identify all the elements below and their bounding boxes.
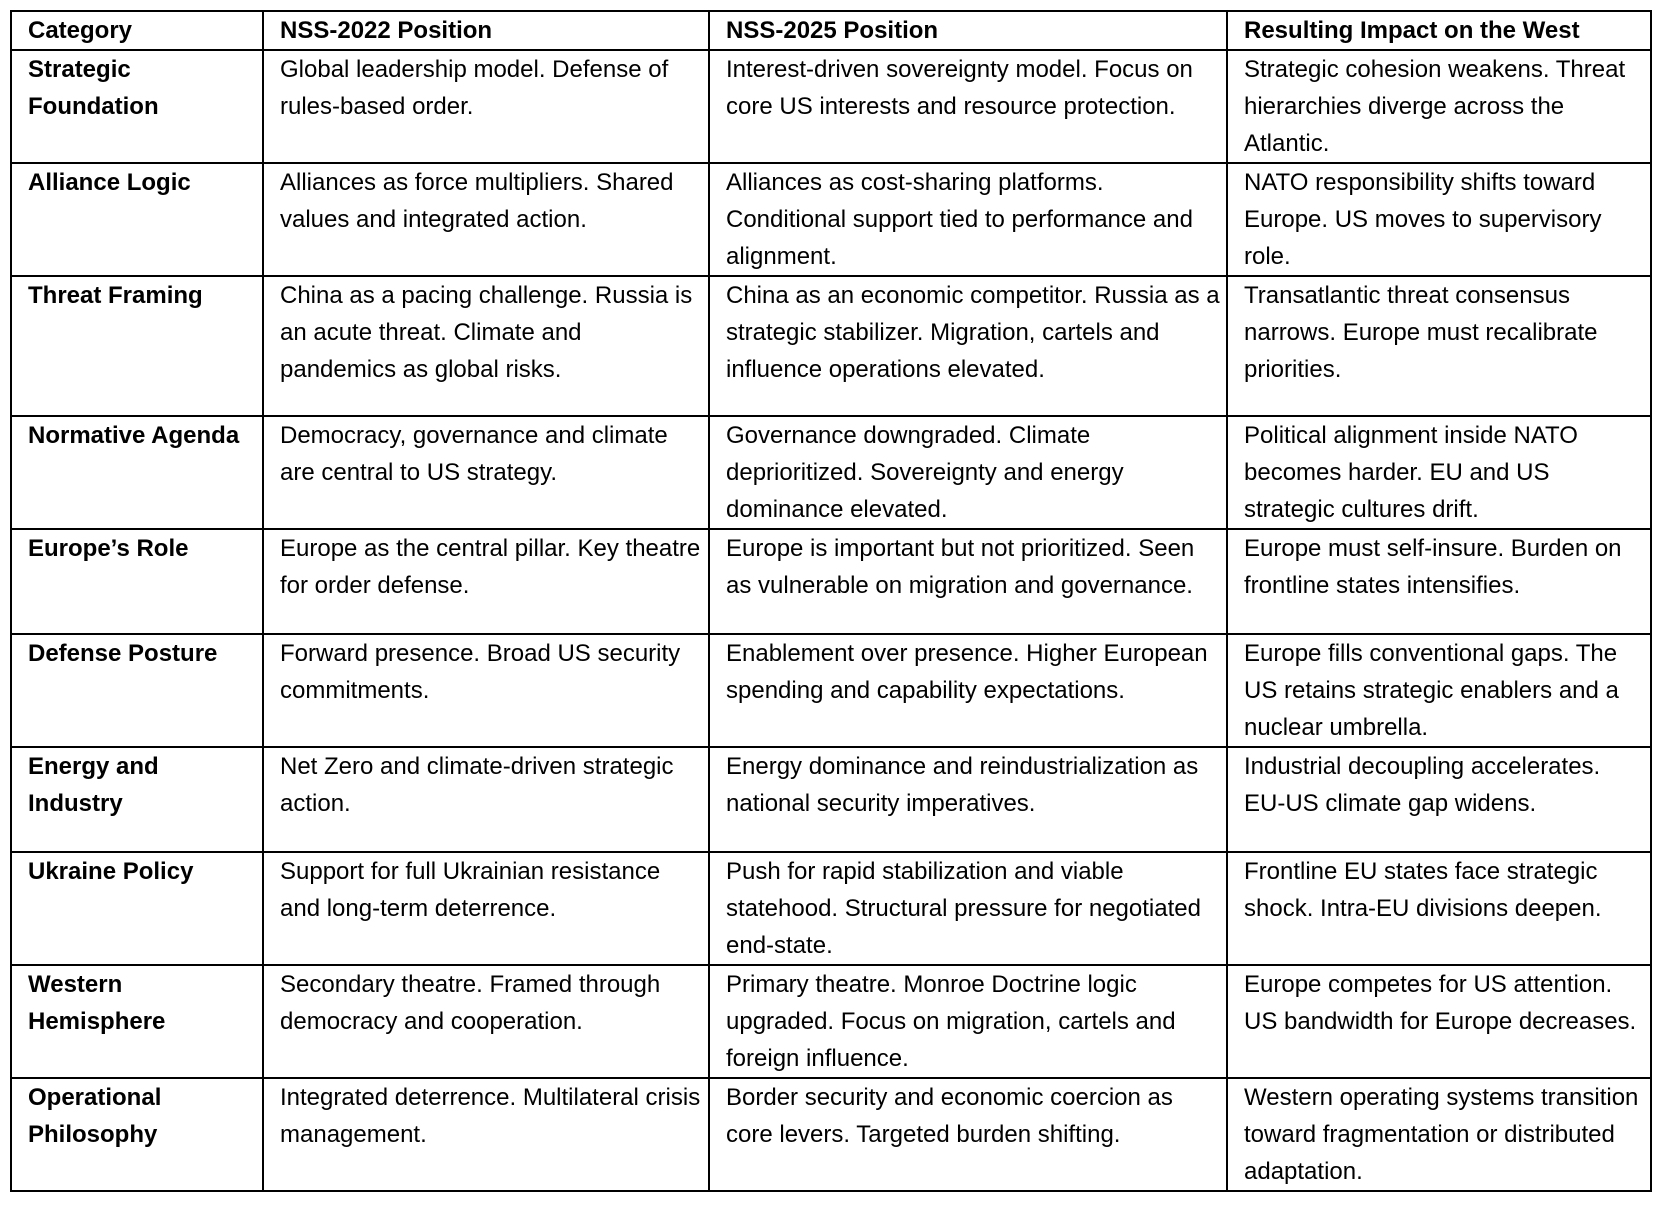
- nss-2022-cell: Global leadership model. Defense of rules-based order.: [263, 50, 709, 163]
- category-cell: Threat Framing: [11, 276, 263, 416]
- nss-2025-cell: Border security and economic coercion as core levers. Targeted burden shifting.: [709, 1078, 1227, 1191]
- nss-2022-cell: Europe as the central pillar. Key theatre for order defense.: [263, 529, 709, 634]
- header-nss-2025: NSS-2025 Position: [709, 11, 1227, 50]
- header-row: [11, 11, 1651, 50]
- impact-cell: Frontline EU states face strategic shock. Intra-EU divisions deepen.: [1227, 852, 1651, 965]
- header-impact: Resulting Impact on the West: [1227, 11, 1651, 50]
- nss-2022-cell: Net Zero and climate-driven strategic action.: [263, 747, 709, 852]
- table-row: [11, 634, 1651, 747]
- category-cell: Alliance Logic: [11, 163, 263, 276]
- table-row: [11, 852, 1651, 965]
- impact-cell: Europe fills conventional gaps. The US retains strategic enablers and a nuclear umbrella.: [1227, 634, 1651, 747]
- table-row: [11, 1078, 1651, 1191]
- table-row: [11, 529, 1651, 634]
- nss-2022-cell: Support for full Ukrainian resistance and long-term deterrence.: [263, 852, 709, 965]
- nss-2025-cell: Energy dominance and reindustrialization as national security imperatives.: [709, 747, 1227, 852]
- nss-2025-cell: Europe is important but not prioritized. Seen as vulnerable on migration and governance.: [709, 529, 1227, 634]
- table-row: [11, 276, 1651, 416]
- table-row: [11, 965, 1651, 1078]
- impact-cell: Industrial decoupling accelerates. EU-US climate gap widens.: [1227, 747, 1651, 852]
- impact-cell: Western operating systems transition toward fragmentation or distributed adaptation.: [1227, 1078, 1651, 1191]
- nss-2022-cell: Democracy, governance and climate are central to US strategy.: [263, 416, 709, 529]
- category-cell: Western Hemisphere: [11, 965, 263, 1078]
- table-row: [11, 747, 1651, 852]
- table-row: [11, 50, 1651, 163]
- nss-2022-cell: Secondary theatre. Framed through democracy and cooperation.: [263, 965, 709, 1078]
- impact-cell: Transatlantic threat consensus narrows. Europe must recalibrate priorities.: [1227, 276, 1651, 416]
- comparison-table: [10, 10, 1652, 1192]
- header-category: Category: [11, 11, 263, 50]
- nss-2025-cell: Enablement over presence. Higher European spending and capability expectations.: [709, 634, 1227, 747]
- table-row: [11, 163, 1651, 276]
- category-cell: Operational Philosophy: [11, 1078, 263, 1191]
- category-cell: Normative Agenda: [11, 416, 263, 529]
- impact-cell: Europe competes for US attention. US bandwidth for Europe decreases.: [1227, 965, 1651, 1078]
- nss-2022-cell: Forward presence. Broad US security commitments.: [263, 634, 709, 747]
- nss-2025-cell: China as an economic competitor. Russia as a strategic stabilizer. Migration, cartels and influence operations elevated.: [709, 276, 1227, 416]
- table-row: [11, 416, 1651, 529]
- impact-cell: NATO responsibility shifts toward Europe. US moves to supervisory role.: [1227, 163, 1651, 276]
- header-nss-2022: NSS-2022 Position: [263, 11, 709, 50]
- category-cell: Europe’s Role: [11, 529, 263, 634]
- category-cell: Strategic Foundation: [11, 50, 263, 163]
- nss-2025-cell: Push for rapid stabilization and viable statehood. Structural pressure for negotiated end-state.: [709, 852, 1227, 965]
- nss-2022-cell: China as a pacing challenge. Russia is an acute threat. Climate and pandemics as global risks.: [263, 276, 709, 416]
- impact-cell: Europe must self-insure. Burden on frontline states intensifies.: [1227, 529, 1651, 634]
- category-cell: Ukraine Policy: [11, 852, 263, 965]
- nss-2025-cell: Governance downgraded. Climate deprioritized. Sovereignty and energy dominance elevated.: [709, 416, 1227, 529]
- nss-2025-cell: Primary theatre. Monroe Doctrine logic upgraded. Focus on migration, cartels and foreign influence.: [709, 965, 1227, 1078]
- nss-2022-cell: Integrated deterrence. Multilateral crisis management.: [263, 1078, 709, 1191]
- nss-2022-cell: Alliances as force multipliers. Shared values and integrated action.: [263, 163, 709, 276]
- nss-2025-cell: Interest-driven sovereignty model. Focus on core US interests and resource protection.: [709, 50, 1227, 163]
- impact-cell: Political alignment inside NATO becomes harder. EU and US strategic cultures drift.: [1227, 416, 1651, 529]
- impact-cell: Strategic cohesion weakens. Threat hierarchies diverge across the Atlantic.: [1227, 50, 1651, 163]
- nss-2025-cell: Alliances as cost-sharing platforms. Conditional support tied to performance and alignment.: [709, 163, 1227, 276]
- category-cell: Defense Posture: [11, 634, 263, 747]
- category-cell: Energy and Industry: [11, 747, 263, 852]
